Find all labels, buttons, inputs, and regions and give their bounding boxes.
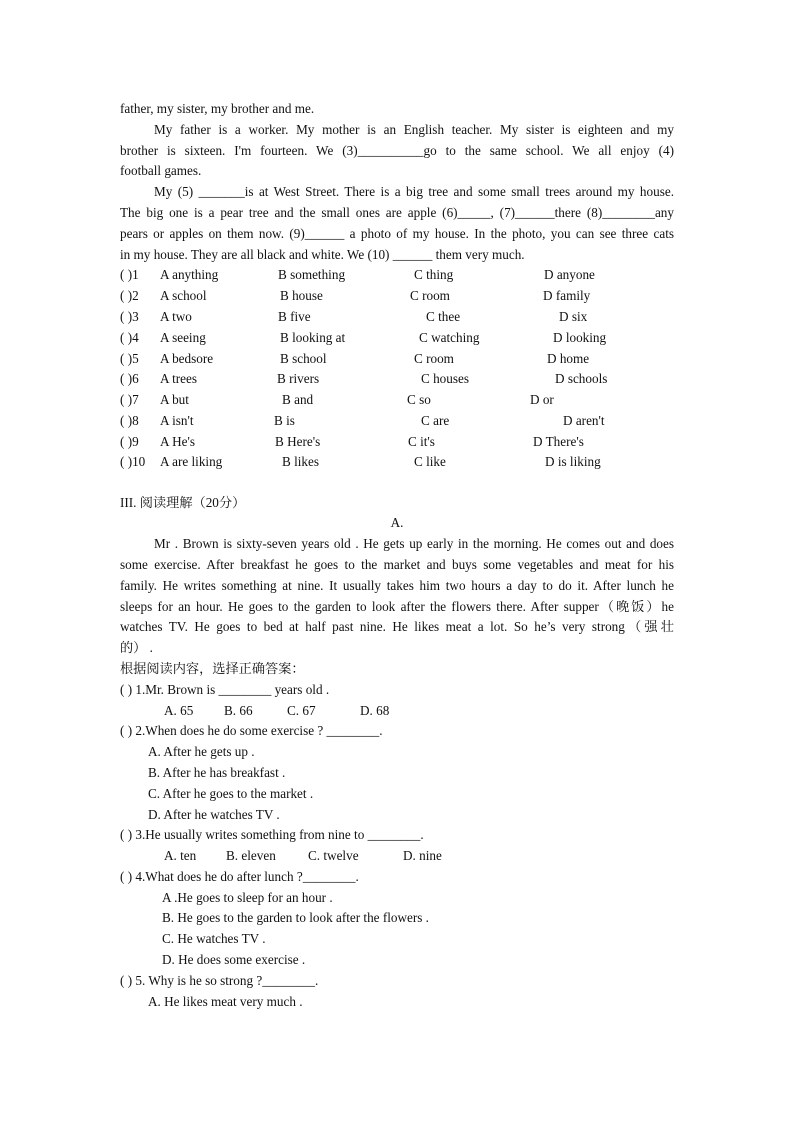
option[interactable]: B. He goes to the garden to look after the flowers . — [162, 910, 429, 926]
instruction: 根据阅读内容，选择正确答案： — [120, 660, 305, 676]
option-d: D looking — [553, 329, 607, 345]
question-options — [120, 701, 674, 722]
cloze-question — [120, 328, 674, 349]
passage-line: father, my sister, my brother and me. — [120, 101, 315, 116]
option-b: B and — [282, 392, 314, 408]
option-a: A seeing — [160, 329, 206, 345]
answer-blank[interactable]: ( )9 — [120, 433, 139, 449]
cloze-question — [120, 411, 674, 432]
passage-line: watches TV. He goes to bed at half past nine. He likes meat a lot. So he’s very strong（强壮 — [120, 619, 674, 635]
option[interactable]: D. 68 — [360, 702, 390, 718]
option-a: A isn't — [160, 412, 194, 428]
option[interactable]: A. ten — [164, 848, 197, 864]
cloze-question — [120, 265, 674, 286]
worksheet-content — [120, 99, 674, 1012]
answer-blank[interactable]: ( )7 — [120, 392, 139, 408]
option-b: B is — [274, 412, 295, 428]
option-a: A two — [160, 308, 192, 324]
option[interactable]: C. twelve — [308, 848, 359, 864]
option[interactable]: A .He goes to sleep for an hour . — [162, 889, 333, 905]
passage-line: My father is a worker. My mother is an English teacher. My sister is eighteen and my — [154, 121, 674, 137]
option[interactable]: C. 67 — [287, 702, 316, 718]
section-title: III. 阅读理解（20分） — [120, 494, 246, 510]
cloze-question — [120, 286, 674, 307]
passage-line: in my house. They are all black and white. We (10) ______ them very much. — [120, 246, 525, 262]
option-b: B something — [278, 267, 346, 283]
option[interactable]: A. After he gets up . — [148, 744, 255, 760]
option[interactable]: C. He watches TV . — [162, 931, 266, 947]
option-c: C like — [414, 453, 446, 469]
reading-passage — [120, 534, 674, 659]
answer-blank[interactable]: ( )6 — [120, 371, 139, 387]
passage-line: sleeps for an hour. He goes to the garden to look after the flowers there. After supper（晚饭）he — [120, 598, 674, 614]
cloze-question — [120, 390, 674, 411]
option-a: A school — [160, 288, 207, 304]
option[interactable]: D. nine — [403, 848, 442, 864]
question-stem: ( ) 3.He usually writes something from nine to ________. — [120, 827, 424, 843]
option[interactable]: A. 65 — [164, 702, 194, 718]
option-a: A trees — [160, 371, 197, 387]
passage-line: family. He writes something at nine. It usually takes him two hours a day to do it. After lunch he — [120, 577, 674, 593]
cloze-question — [120, 453, 674, 471]
passage-line: 的） . — [120, 640, 153, 656]
option[interactable]: B. After he has breakfast . — [148, 764, 286, 780]
question-stem: ( ) 5. Why is he so strong ?________. — [120, 972, 319, 988]
option-c: C are — [421, 412, 450, 428]
answer-blank[interactable]: ( )2 — [120, 288, 139, 304]
question-stem: ( ) 4.What does he do after lunch ?________. — [120, 868, 359, 884]
option[interactable]: B. 66 — [224, 702, 253, 718]
option-a: A anything — [160, 267, 219, 283]
question-options — [120, 846, 674, 867]
option-d: D schools — [555, 371, 608, 387]
option-d: D or — [530, 392, 554, 408]
option-c: C so — [407, 392, 431, 408]
option-c: C houses — [421, 371, 469, 387]
passage-line: Mr . Brown is sixty-seven years old . He gets up early in the morning. He comes out and does — [154, 536, 674, 552]
option-c: C room — [410, 288, 450, 304]
option-c: C thing — [414, 267, 454, 283]
option-c: C it's — [408, 433, 435, 449]
option-d: D six — [559, 308, 588, 324]
answer-blank[interactable]: ( )3 — [120, 308, 139, 324]
passage-line: some exercise. After breakfast he goes to the market and buys some vegetables and meat for his — [120, 556, 674, 572]
passage-line: brother is sixteen. I'm fourteen. We (3)__________go to the same school. We all enjoy (4) — [120, 142, 674, 158]
answer-blank[interactable]: ( )5 — [120, 350, 139, 366]
option-d: D family — [543, 288, 591, 304]
option-d: D home — [547, 350, 590, 366]
question-stem: ( ) 1.Mr. Brown is ________ years old . — [120, 681, 330, 697]
option-c: C watching — [419, 329, 480, 345]
passage-line: My (5) _______is at West Street. There is a big tree and some small trees around my house. — [154, 184, 674, 200]
option-b: B rivers — [277, 371, 320, 387]
cloze-question — [120, 369, 674, 390]
passage-line: football games. — [120, 163, 202, 179]
option-a: A but — [160, 392, 189, 408]
cloze-questions — [120, 265, 674, 470]
cloze-question — [120, 307, 674, 328]
option-b: B looking at — [280, 329, 346, 345]
option-c: C room — [414, 350, 454, 366]
option-b: B Here's — [275, 433, 321, 449]
option-d: D There's — [533, 433, 584, 449]
option-a: A He's — [160, 433, 195, 449]
option[interactable]: C. After he goes to the market . — [148, 785, 314, 801]
option-b: B likes — [282, 453, 319, 469]
passage-line: The big one is a pear tree and the small ones are apple (6)_____, (7)______there (8)________any — [120, 204, 674, 220]
cloze-question — [120, 349, 674, 370]
passage-line: pears or apples on them now. (9)______ a photo of my house. In the photo, you can see three cats — [120, 225, 674, 241]
option-b: B house — [280, 288, 323, 304]
answer-blank[interactable]: ( )8 — [120, 412, 139, 428]
option-d: D aren't — [563, 412, 605, 428]
option-a: A are liking — [160, 453, 223, 469]
answer-blank[interactable]: ( )10 — [120, 453, 146, 469]
cloze-question — [120, 432, 674, 453]
option[interactable]: D. After he watches TV . — [148, 806, 280, 822]
option-d: D is liking — [545, 453, 601, 469]
option-c: C thee — [426, 308, 461, 324]
answer-blank[interactable]: ( )4 — [120, 329, 139, 345]
option[interactable]: D. He does some exercise . — [162, 952, 306, 968]
option-d: D anyone — [544, 267, 595, 283]
option-b: B five — [278, 308, 311, 324]
answer-blank[interactable]: ( )1 — [120, 267, 139, 283]
option[interactable]: B. eleven — [226, 848, 276, 864]
option-a: A bedsore — [160, 350, 214, 366]
option-b: B school — [280, 350, 327, 366]
cloze-passage — [120, 99, 674, 265]
question-stem: ( ) 2.When does he do some exercise ? ________. — [120, 723, 383, 739]
passage-label: A. — [390, 515, 404, 531]
option[interactable]: A. He likes meat very much . — [148, 993, 303, 1009]
